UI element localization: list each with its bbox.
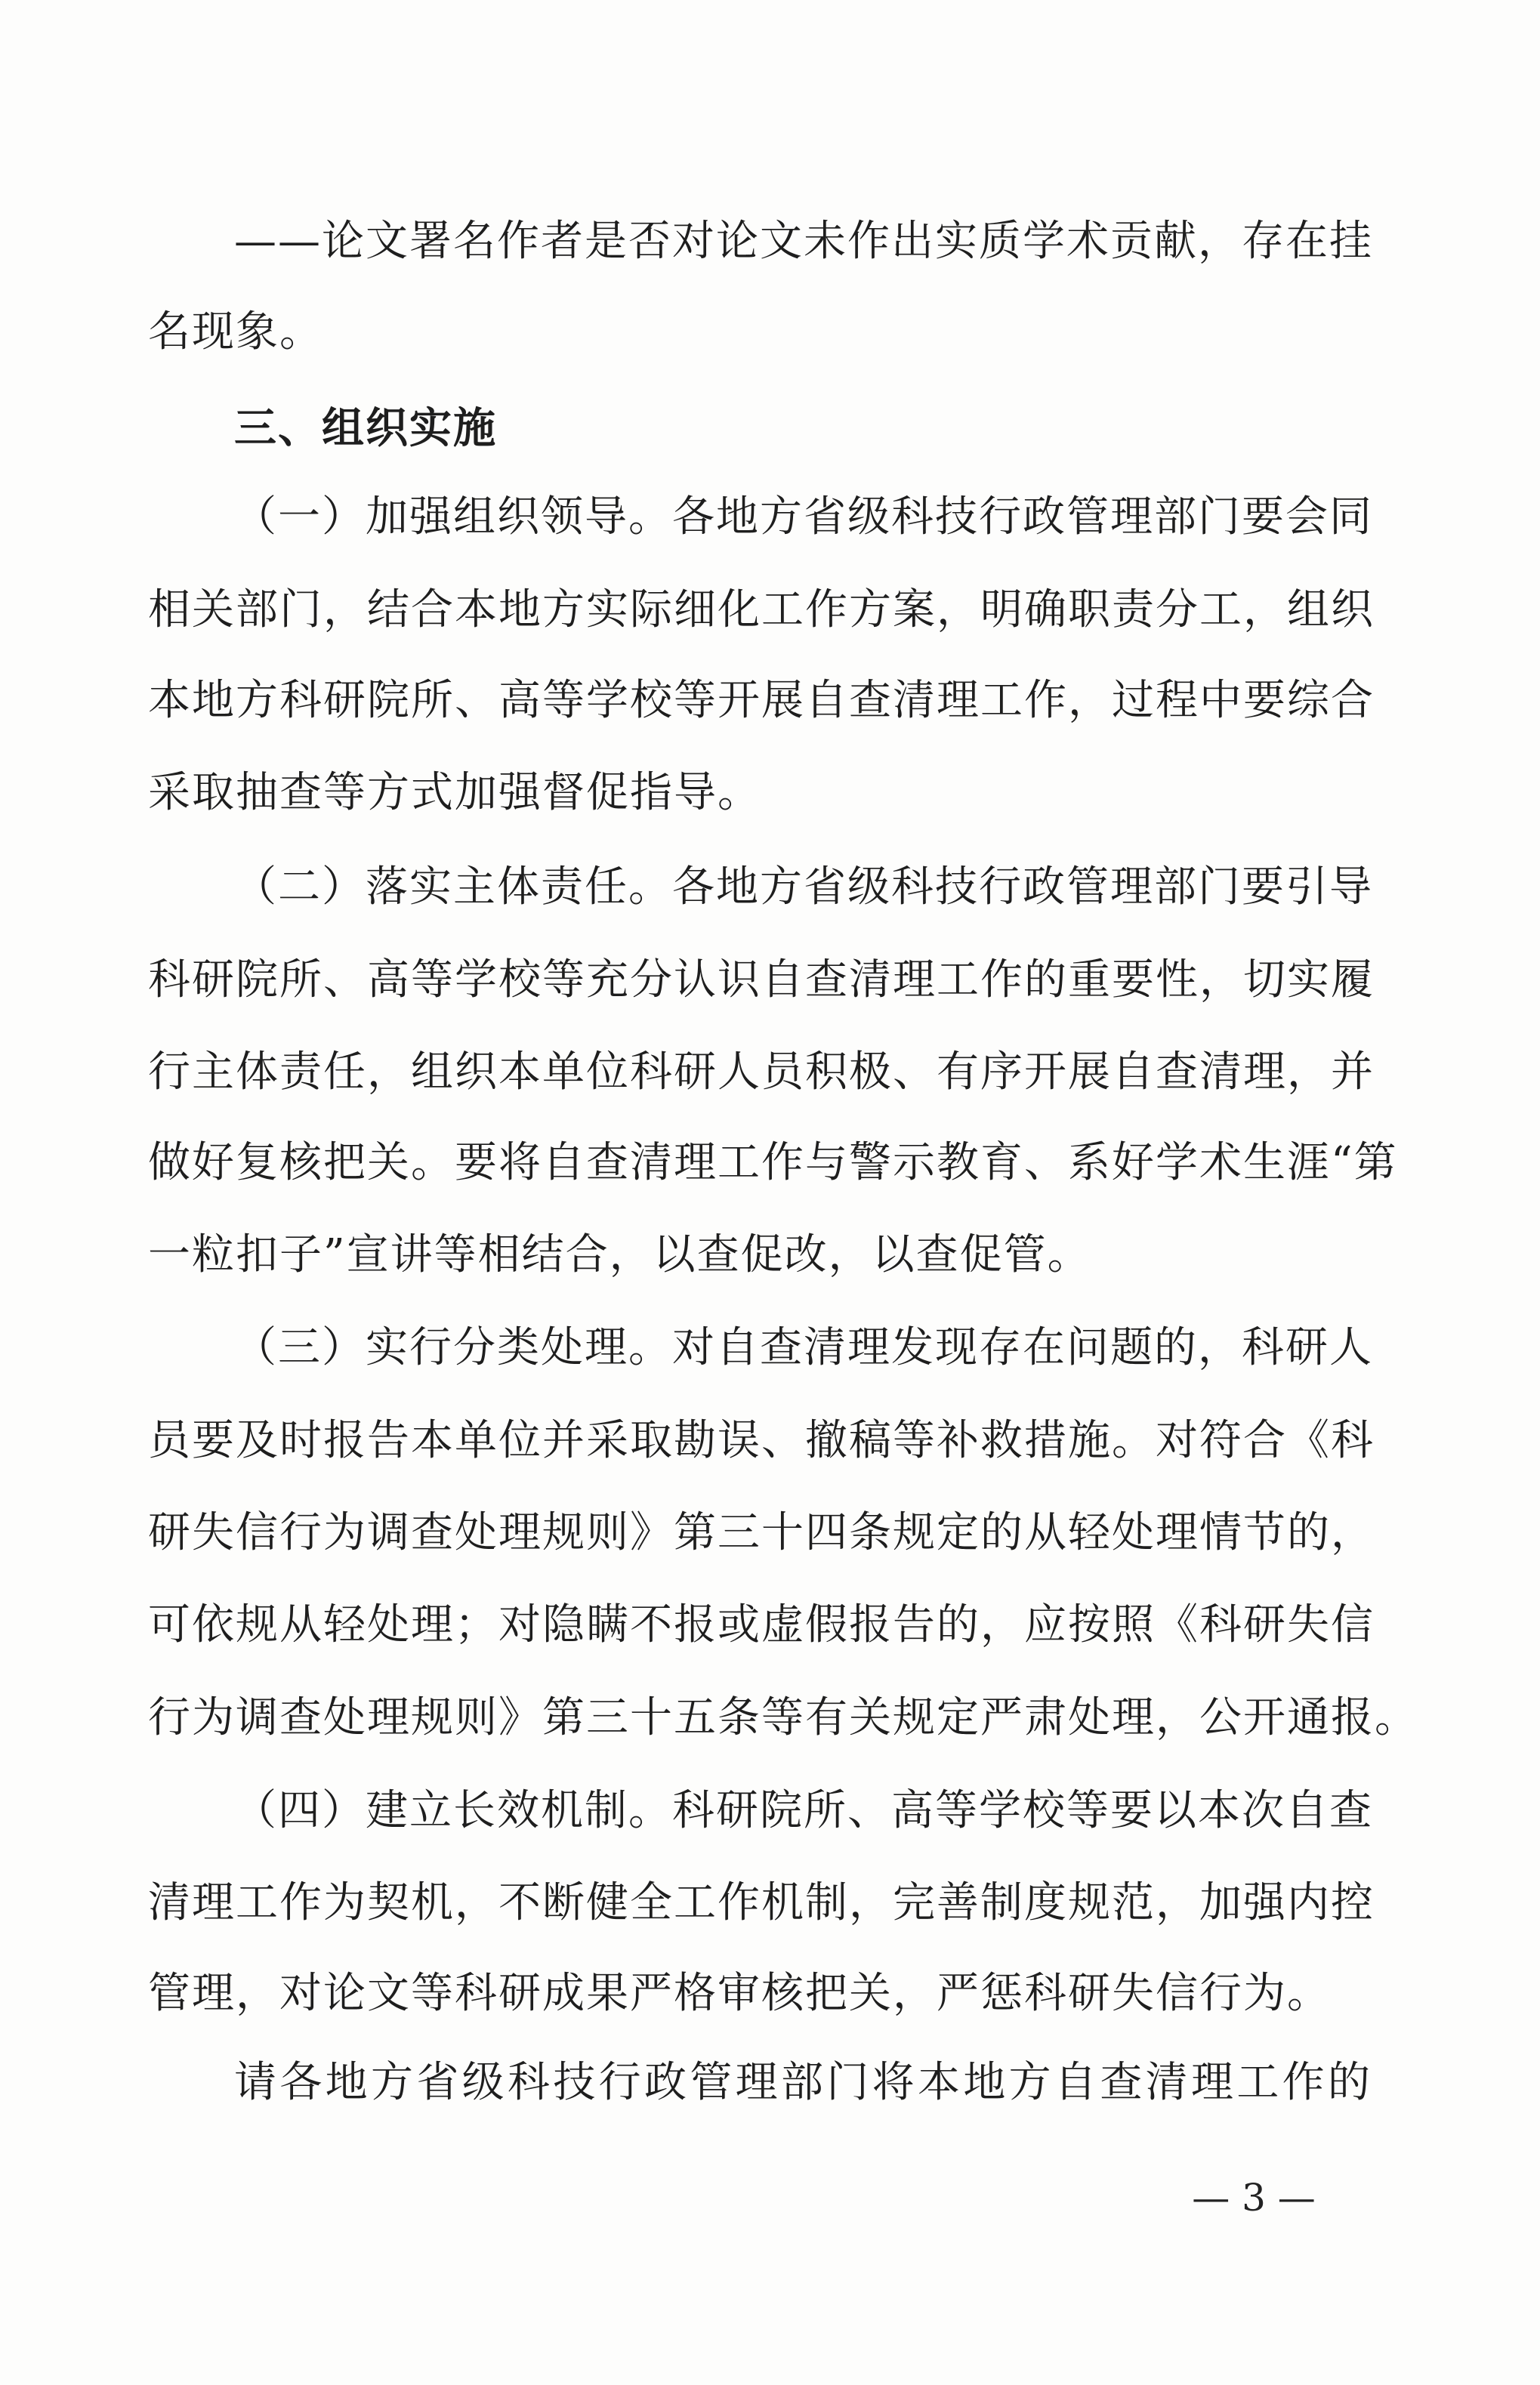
page-number: — 3 — xyxy=(1192,2176,1316,2220)
text-line: 研失信行为调查处理规则》第三十四条规定的从轻处理情节的， xyxy=(148,1508,1375,1557)
text-line: （二）落实主体责任。各地方省级科技行政管理部门要引导 xyxy=(234,862,1373,912)
text-line: ——论文署名作者是否对论文未作出实质学术贡献，存在挂 xyxy=(234,217,1373,266)
text-line: 管理，对论文等科研成果严格审核把关，严惩科研失信行为。 xyxy=(148,1969,1331,2018)
text-line: 做好复核把关。要将自查清理工作与警示教育、系好学术生涯“第 xyxy=(148,1138,1398,1187)
section-heading: 三、组织实施 xyxy=(234,404,497,453)
text-line: 名现象。 xyxy=(148,307,323,356)
text-line: （四）建立长效机制。科研院所、高等学校等要以本次自查 xyxy=(234,1786,1373,1835)
text-line: 科研院所、高等学校等充分认识自查清理工作的重要性，切实履 xyxy=(148,955,1375,1004)
text-line: 本地方科研院所、高等学校等开展自查清理工作，过程中要综合 xyxy=(148,676,1375,725)
text-line: 员要及时报告本单位并采取勘误、撤稿等补救措施。对符合《科 xyxy=(148,1416,1375,1465)
text-line: （一）加强组织领导。各地方省级科技行政管理部门要会同 xyxy=(234,492,1373,541)
text-line: 行主体责任，组织本单位科研人员积极、有序开展自查清理，并 xyxy=(148,1047,1375,1097)
text-line: 清理工作为契机，不断健全工作机制，完善制度规范，加强内控 xyxy=(148,1878,1375,1927)
text-line: 相关部门，结合本地方实际细化工作方案，明确职责分工，组织 xyxy=(148,585,1375,634)
text-line: 可依规从轻处理；对隐瞒不报或虚假报告的，应按照《科研失信 xyxy=(148,1600,1375,1649)
text-line: 一粒扣子”宣讲等相结合，以查促改，以查促管。 xyxy=(148,1230,1091,1279)
text-line: 采取抽查等方式加强督促指导。 xyxy=(148,768,761,817)
text-line: （三）实行分类处理。对自查清理发现存在问题的，科研人 xyxy=(234,1323,1373,1372)
text-line: 行为调查处理规则》第三十五条等有关规定严肃处理，公开通报。 xyxy=(148,1693,1418,1742)
text-line: 请各地方省级科技行政管理部门将本地方自查清理工作的 xyxy=(234,2058,1372,2107)
